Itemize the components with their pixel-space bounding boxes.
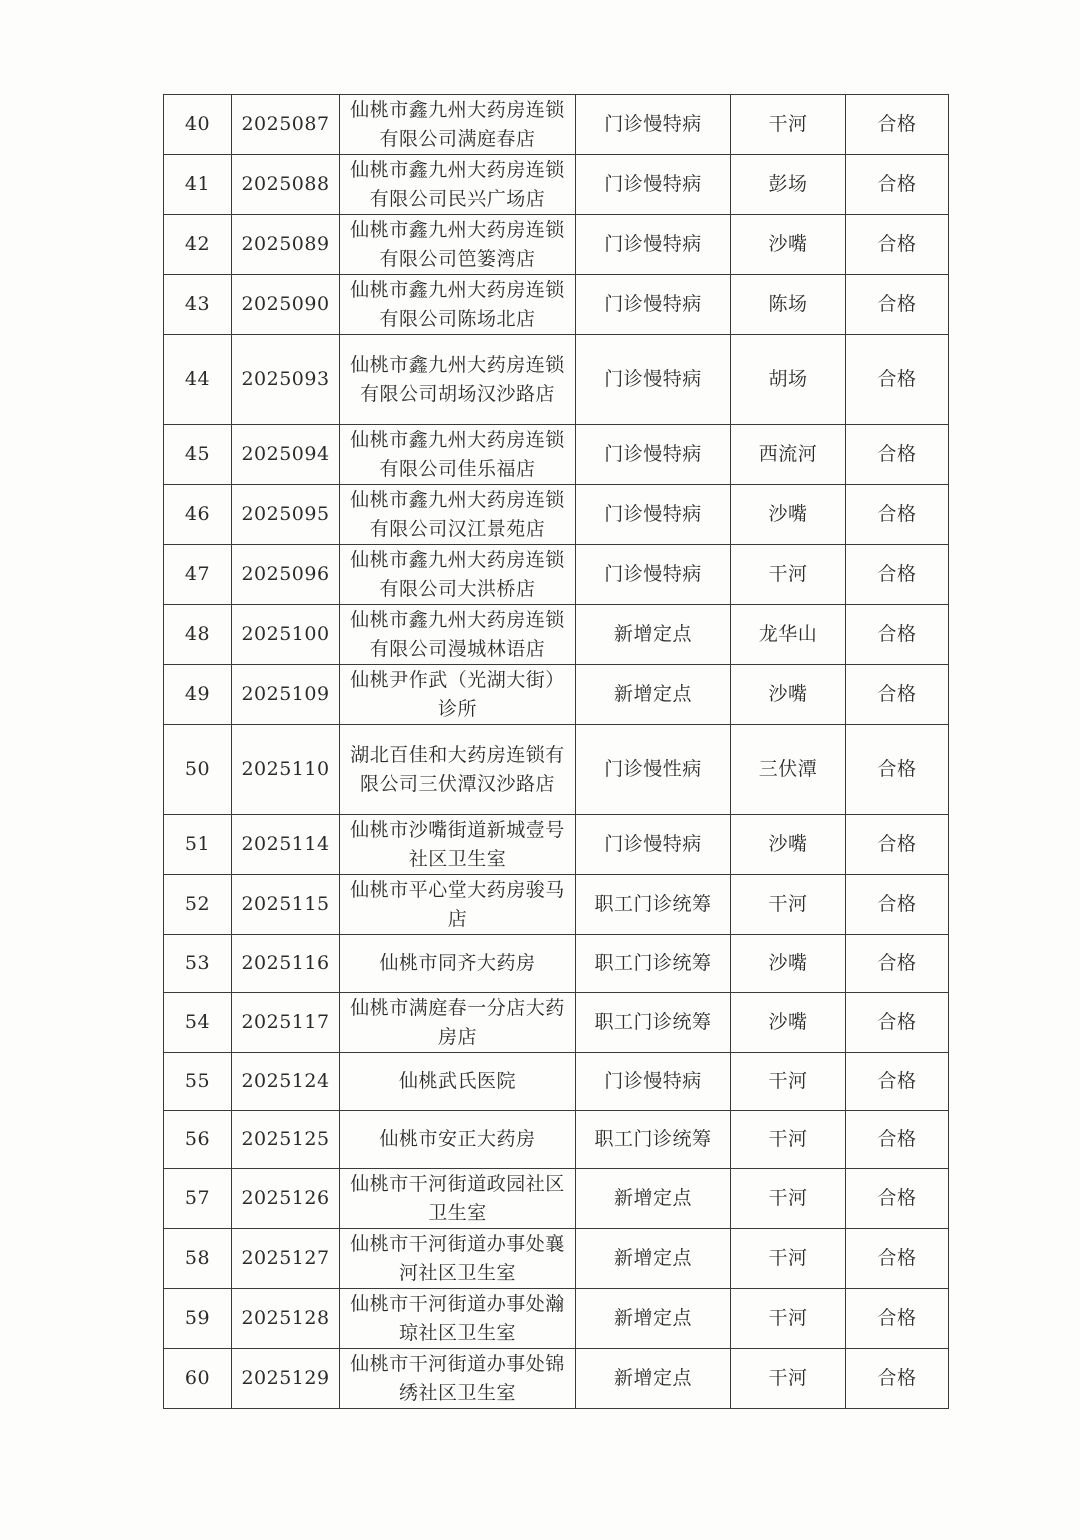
seq-cell: 60 bbox=[164, 1349, 232, 1409]
seq-cell: 40 bbox=[164, 95, 232, 155]
institution-name-cell: 仙桃武氏医院 bbox=[340, 1053, 576, 1111]
area-cell: 龙华山 bbox=[731, 605, 846, 665]
area-cell: 沙嘴 bbox=[731, 665, 846, 725]
type-cell: 职工门诊统筹 bbox=[576, 1111, 731, 1169]
institution-name-cell: 仙桃市沙嘴街道新城壹号社区卫生室 bbox=[340, 815, 576, 875]
table-row bbox=[164, 1229, 949, 1289]
seq-cell: 44 bbox=[164, 335, 232, 425]
result-cell: 合格 bbox=[846, 155, 949, 215]
institution-name-cell: 仙桃市满庭春一分店大药房店 bbox=[340, 993, 576, 1053]
inspection-results-table bbox=[163, 94, 949, 1409]
code-cell: 2025095 bbox=[232, 485, 340, 545]
result-cell: 合格 bbox=[846, 425, 949, 485]
area-cell: 彭场 bbox=[731, 155, 846, 215]
result-cell: 合格 bbox=[846, 485, 949, 545]
code-cell: 2025088 bbox=[232, 155, 340, 215]
area-cell: 沙嘴 bbox=[731, 485, 846, 545]
area-cell: 沙嘴 bbox=[731, 215, 846, 275]
code-cell: 2025114 bbox=[232, 815, 340, 875]
seq-cell: 55 bbox=[164, 1053, 232, 1111]
result-cell: 合格 bbox=[846, 725, 949, 815]
area-cell: 沙嘴 bbox=[731, 935, 846, 993]
area-cell: 陈场 bbox=[731, 275, 846, 335]
table-row bbox=[164, 1169, 949, 1229]
seq-cell: 47 bbox=[164, 545, 232, 605]
type-cell: 门诊慢特病 bbox=[576, 485, 731, 545]
type-cell: 职工门诊统筹 bbox=[576, 875, 731, 935]
area-cell: 三伏潭 bbox=[731, 725, 846, 815]
table-row bbox=[164, 275, 949, 335]
result-cell: 合格 bbox=[846, 95, 949, 155]
area-cell: 干河 bbox=[731, 1169, 846, 1229]
area-cell: 沙嘴 bbox=[731, 815, 846, 875]
type-cell: 门诊慢特病 bbox=[576, 155, 731, 215]
result-cell: 合格 bbox=[846, 545, 949, 605]
area-cell: 干河 bbox=[731, 1229, 846, 1289]
seq-cell: 52 bbox=[164, 875, 232, 935]
institution-name-cell: 仙桃市鑫九州大药房连锁有限公司陈场北店 bbox=[340, 275, 576, 335]
type-cell: 门诊慢特病 bbox=[576, 335, 731, 425]
code-cell: 2025100 bbox=[232, 605, 340, 665]
table-row bbox=[164, 605, 949, 665]
seq-cell: 59 bbox=[164, 1289, 232, 1349]
result-cell: 合格 bbox=[846, 1289, 949, 1349]
area-cell: 干河 bbox=[731, 1289, 846, 1349]
table-row bbox=[164, 993, 949, 1053]
type-cell: 职工门诊统筹 bbox=[576, 993, 731, 1053]
seq-cell: 48 bbox=[164, 605, 232, 665]
code-cell: 2025087 bbox=[232, 95, 340, 155]
institution-name-cell: 仙桃市干河街道办事处瀚琼社区卫生室 bbox=[340, 1289, 576, 1349]
type-cell: 新增定点 bbox=[576, 605, 731, 665]
table-row bbox=[164, 725, 949, 815]
seq-cell: 50 bbox=[164, 725, 232, 815]
seq-cell: 53 bbox=[164, 935, 232, 993]
result-cell: 合格 bbox=[846, 605, 949, 665]
table-row bbox=[164, 485, 949, 545]
area-cell: 干河 bbox=[731, 1053, 846, 1111]
table-row bbox=[164, 815, 949, 875]
type-cell: 职工门诊统筹 bbox=[576, 935, 731, 993]
code-cell: 2025109 bbox=[232, 665, 340, 725]
institution-name-cell: 仙桃市干河街道政园社区卫生室 bbox=[340, 1169, 576, 1229]
code-cell: 2025117 bbox=[232, 993, 340, 1053]
table-row bbox=[164, 1111, 949, 1169]
table-row bbox=[164, 875, 949, 935]
table-row bbox=[164, 1349, 949, 1409]
institution-name-cell: 湖北百佳和大药房连锁有限公司三伏潭汉沙路店 bbox=[340, 725, 576, 815]
type-cell: 新增定点 bbox=[576, 1349, 731, 1409]
institution-name-cell: 仙桃市鑫九州大药房连锁有限公司胡场汉沙路店 bbox=[340, 335, 576, 425]
code-cell: 2025129 bbox=[232, 1349, 340, 1409]
type-cell: 门诊慢特病 bbox=[576, 425, 731, 485]
type-cell: 门诊慢特病 bbox=[576, 95, 731, 155]
institution-name-cell: 仙桃市同齐大药房 bbox=[340, 935, 576, 993]
area-cell: 干河 bbox=[731, 1111, 846, 1169]
code-cell: 2025128 bbox=[232, 1289, 340, 1349]
institution-name-cell: 仙桃市干河街道办事处襄河社区卫生室 bbox=[340, 1229, 576, 1289]
institution-name-cell: 仙桃市鑫九州大药房连锁有限公司满庭春店 bbox=[340, 95, 576, 155]
code-cell: 2025089 bbox=[232, 215, 340, 275]
result-cell: 合格 bbox=[846, 1349, 949, 1409]
area-cell: 西流河 bbox=[731, 425, 846, 485]
table-row bbox=[164, 665, 949, 725]
institution-name-cell: 仙桃市鑫九州大药房连锁有限公司汉江景苑店 bbox=[340, 485, 576, 545]
code-cell: 2025115 bbox=[232, 875, 340, 935]
type-cell: 新增定点 bbox=[576, 665, 731, 725]
seq-cell: 45 bbox=[164, 425, 232, 485]
type-cell: 门诊慢特病 bbox=[576, 545, 731, 605]
code-cell: 2025094 bbox=[232, 425, 340, 485]
code-cell: 2025125 bbox=[232, 1111, 340, 1169]
result-cell: 合格 bbox=[846, 335, 949, 425]
table-row bbox=[164, 155, 949, 215]
area-cell: 干河 bbox=[731, 1349, 846, 1409]
code-cell: 2025110 bbox=[232, 725, 340, 815]
type-cell: 新增定点 bbox=[576, 1289, 731, 1349]
result-cell: 合格 bbox=[846, 815, 949, 875]
seq-cell: 51 bbox=[164, 815, 232, 875]
institution-name-cell: 仙桃市鑫九州大药房连锁有限公司漫城林语店 bbox=[340, 605, 576, 665]
type-cell: 门诊慢特病 bbox=[576, 815, 731, 875]
table-row bbox=[164, 1289, 949, 1349]
table-row bbox=[164, 545, 949, 605]
institution-name-cell: 仙桃市干河街道办事处锦绣社区卫生室 bbox=[340, 1349, 576, 1409]
table-row bbox=[164, 935, 949, 993]
institution-name-cell: 仙桃市鑫九州大药房连锁有限公司民兴广场店 bbox=[340, 155, 576, 215]
type-cell: 门诊慢特病 bbox=[576, 275, 731, 335]
type-cell: 新增定点 bbox=[576, 1229, 731, 1289]
institution-name-cell: 仙桃市鑫九州大药房连锁有限公司大洪桥店 bbox=[340, 545, 576, 605]
code-cell: 2025126 bbox=[232, 1169, 340, 1229]
table-row bbox=[164, 95, 949, 155]
result-cell: 合格 bbox=[846, 1229, 949, 1289]
type-cell: 门诊慢特病 bbox=[576, 1053, 731, 1111]
result-cell: 合格 bbox=[846, 993, 949, 1053]
type-cell: 门诊慢特病 bbox=[576, 215, 731, 275]
institution-name-cell: 仙桃尹作武（光湖大街）诊所 bbox=[340, 665, 576, 725]
table-row bbox=[164, 1053, 949, 1111]
result-cell: 合格 bbox=[846, 1053, 949, 1111]
result-cell: 合格 bbox=[846, 1111, 949, 1169]
seq-cell: 42 bbox=[164, 215, 232, 275]
result-cell: 合格 bbox=[846, 215, 949, 275]
code-cell: 2025124 bbox=[232, 1053, 340, 1111]
area-cell: 干河 bbox=[731, 545, 846, 605]
seq-cell: 56 bbox=[164, 1111, 232, 1169]
result-cell: 合格 bbox=[846, 665, 949, 725]
area-cell: 胡场 bbox=[731, 335, 846, 425]
area-cell: 沙嘴 bbox=[731, 993, 846, 1053]
result-cell: 合格 bbox=[846, 875, 949, 935]
seq-cell: 58 bbox=[164, 1229, 232, 1289]
code-cell: 2025093 bbox=[232, 335, 340, 425]
result-cell: 合格 bbox=[846, 1169, 949, 1229]
table-row bbox=[164, 215, 949, 275]
seq-cell: 43 bbox=[164, 275, 232, 335]
table-row bbox=[164, 335, 949, 425]
institution-name-cell: 仙桃市平心堂大药房骏马店 bbox=[340, 875, 576, 935]
code-cell: 2025116 bbox=[232, 935, 340, 993]
seq-cell: 57 bbox=[164, 1169, 232, 1229]
seq-cell: 49 bbox=[164, 665, 232, 725]
result-cell: 合格 bbox=[846, 275, 949, 335]
seq-cell: 41 bbox=[164, 155, 232, 215]
area-cell: 干河 bbox=[731, 875, 846, 935]
seq-cell: 46 bbox=[164, 485, 232, 545]
type-cell: 新增定点 bbox=[576, 1169, 731, 1229]
institution-name-cell: 仙桃市安正大药房 bbox=[340, 1111, 576, 1169]
area-cell: 干河 bbox=[731, 95, 846, 155]
result-cell: 合格 bbox=[846, 935, 949, 993]
institution-name-cell: 仙桃市鑫九州大药房连锁有限公司佳乐福店 bbox=[340, 425, 576, 485]
code-cell: 2025127 bbox=[232, 1229, 340, 1289]
code-cell: 2025096 bbox=[232, 545, 340, 605]
seq-cell: 54 bbox=[164, 993, 232, 1053]
type-cell: 门诊慢性病 bbox=[576, 725, 731, 815]
table-row bbox=[164, 425, 949, 485]
institution-name-cell: 仙桃市鑫九州大药房连锁有限公司笆篓湾店 bbox=[340, 215, 576, 275]
code-cell: 2025090 bbox=[232, 275, 340, 335]
